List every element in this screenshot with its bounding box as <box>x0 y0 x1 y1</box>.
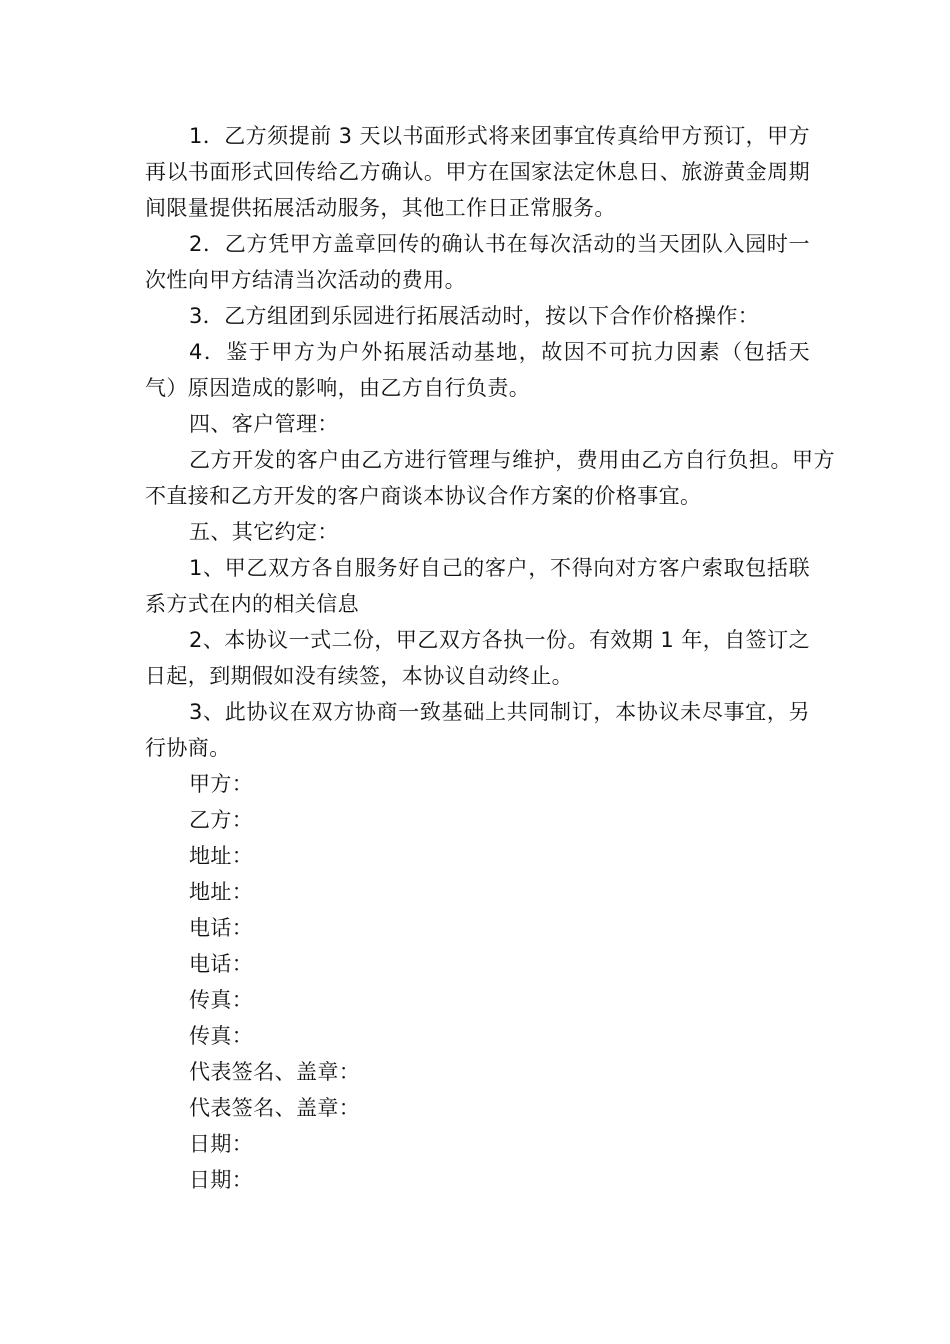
field-date-a: 日期： <box>189 1132 254 1156</box>
clause-payment: 2．乙方凭甲方盖章回传的确认书在每次活动的当天团队入园时一次性向甲方结清当次活动的费用。 <box>145 232 810 292</box>
field-party-b: 乙方： <box>189 808 254 832</box>
clause-validity: 2、本协议一式二份，甲乙双方各执一份。有效期 1 年，自签订之日起，到期假如没有续签，本协议自动终止。 <box>145 628 810 688</box>
field-address-b: 地址： <box>189 880 254 904</box>
field-address-a: 地址： <box>189 844 254 868</box>
field-phone-b: 电话： <box>189 952 254 976</box>
clause-customer-info: 1、甲乙双方各自服务好自己的客户，不得向对方客户索取包括联系方式在内的相关信息 <box>145 556 810 616</box>
clause-negotiation: 3、此协议在双方协商一致基础上共同制订，本协议未尽事宜，另行协商。 <box>145 700 810 760</box>
clause-force-majeure: 4．鉴于甲方为户外拓展活动基地，故因不可抗力因素（包括天气）原因造成的影响，由乙方自行负责。 <box>145 340 810 400</box>
field-phone-a: 电话： <box>189 916 254 940</box>
field-date-b: 日期： <box>189 1168 254 1192</box>
clause-customer-management: 乙方开发的客户由乙方进行管理与维护，费用由乙方自行负担。甲方不直接和乙方开发的客户商谈本协议合作方案的价格事宜。 <box>145 448 835 508</box>
clause-booking: 1．乙方须提前 3 天以书面形式将来团事宜传真给甲方预订，甲方再以书面形式回传给乙方确认。甲方在国家法定休息日、旅游黄金周期间限量提供拓展活动服务，其他工作日正常服务。 <box>145 124 810 220</box>
agreement-body <box>145 118 835 1198</box>
section-heading-other-terms: 五、其它约定： <box>189 520 339 544</box>
clause-pricing: 3．乙方组团到乐园进行拓展活动时，按以下合作价格操作： <box>189 304 760 328</box>
field-signature-a: 代表签名、盖章： <box>189 1060 361 1084</box>
section-heading-customer-management: 四、客户管理： <box>189 412 339 436</box>
field-signature-b: 代表签名、盖章： <box>189 1096 361 1120</box>
field-fax-b: 传真： <box>189 1024 254 1048</box>
field-fax-a: 传真： <box>189 988 254 1012</box>
field-party-a: 甲方： <box>189 772 254 796</box>
